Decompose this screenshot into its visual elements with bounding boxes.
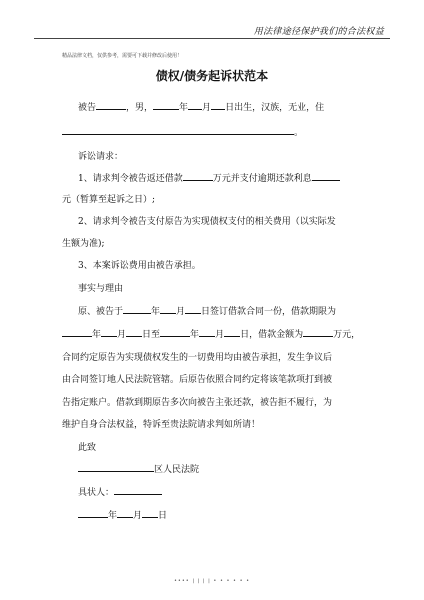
facts-line-4: 由合同签订地人民法院管辖。后原告依照合同约定将该笔款项打到被 <box>62 375 333 385</box>
claims-heading: 诉讼请求： <box>78 152 124 162</box>
blank-start-month <box>101 327 117 337</box>
blank-birth-year <box>153 100 179 110</box>
address-line: 。 <box>62 125 303 138</box>
facts-line-6: 维护自身合法权益，特诉至贵法院请求判如所请！ <box>62 420 261 430</box>
blank-end-month <box>199 327 215 337</box>
blank-name <box>96 100 126 110</box>
closing: 此致 <box>78 443 97 453</box>
date-line: 年 月 日 <box>78 508 167 521</box>
blank-sign-year <box>123 304 151 314</box>
blank-start-day <box>126 327 142 337</box>
facts-heading: 事实与理由 <box>78 284 124 294</box>
blank-start-year <box>62 327 92 337</box>
facts-line-2: 年 月 日至 年 月 日，借款金额为 万元， <box>62 327 360 340</box>
blank-end-day <box>224 327 240 337</box>
court-line: 区人民法院 <box>78 462 199 475</box>
blank-court <box>78 462 154 472</box>
blank-signer <box>114 485 162 495</box>
claim-3: 3、本案诉讼费用由被告承担。 <box>78 261 201 271</box>
claim-1: 1、请求判令被告返还借款 万元并支付逾期还款利息 <box>78 171 340 184</box>
page-footer: •••• | | | | • • • • • • <box>173 578 251 584</box>
blank-address <box>62 125 294 135</box>
claim-1-cont: 元（暂算至起诉之日）; <box>62 195 156 205</box>
header-slogan: 用法律途径保护我们的合法权益 <box>253 27 384 37</box>
blank-amount <box>303 327 333 337</box>
blank-sign-day <box>185 304 201 314</box>
blank-sign-month <box>160 304 176 314</box>
blank-date-month <box>117 508 133 518</box>
claim-2: 2、请求判令被告支付原告为实现债权支付的相关费用（以实际发 <box>78 217 336 227</box>
blank-date-day <box>142 508 158 518</box>
blank-interest <box>312 171 340 181</box>
claim-2-cont: 生额为准); <box>62 239 105 249</box>
doc-title: 债权/债务起诉状范本 <box>155 69 269 83</box>
blank-loan-amount <box>183 171 213 181</box>
header-rule <box>34 38 390 39</box>
blank-date-year <box>78 508 108 518</box>
defendant-line: 被告 ，男， 年 月 日出生，汉族，无业，住 <box>78 100 324 113</box>
blank-birth-month <box>188 100 202 110</box>
facts-line-5: 告指定账户。借款到期原告多次向被告主张还款，被告拒不履行，为 <box>62 398 333 408</box>
facts-line-1: 原、被告于 年 月 日签订借款合同一份，借款期限为 <box>78 304 336 317</box>
top-note: 精品法律文档，仅供参考，需要可下载并修改后使用！ <box>62 53 183 59</box>
blank-end-year <box>160 327 190 337</box>
facts-line-3: 合同约定原告为实现债权发生的一切费用均由被告承担，发生争议后 <box>62 353 333 363</box>
blank-birth-day <box>211 100 225 110</box>
signer-line: 具状人： <box>78 485 162 498</box>
